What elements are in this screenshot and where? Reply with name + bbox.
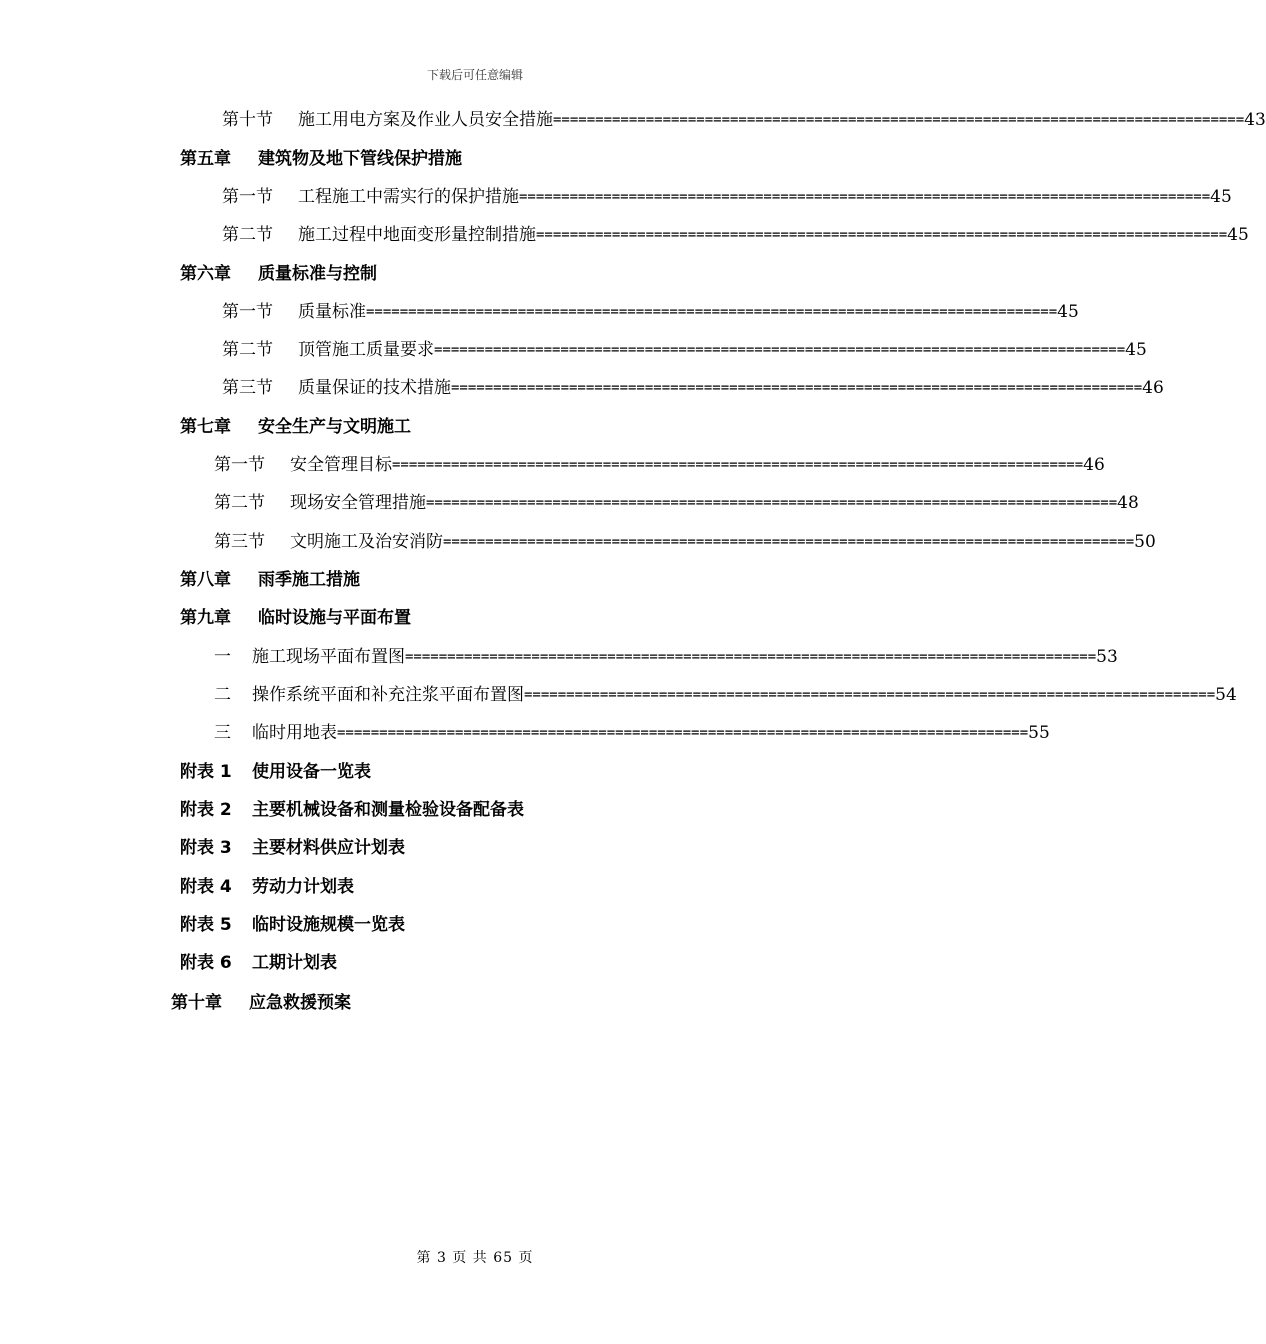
toc-section-entry[interactable] [214,720,1050,746]
toc-appendix-entry[interactable] [180,950,337,976]
page-number: 43 [1244,110,1266,130]
leader-dots: ================================================================================== [426,495,1118,511]
toc-section-entry[interactable] [214,529,1156,555]
toc-section-entry[interactable] [222,184,1232,210]
chapter-title: 雨季施工措施 [258,570,360,590]
leader-dots: ================================================================================== [524,687,1216,703]
page-number: 54 [1215,685,1237,705]
page-number: 45 [1210,187,1232,207]
section-title: 文明施工及治安消防 [290,532,443,552]
appendix-title: 主要机械设备和测量检验设备配备表 [252,800,524,820]
toc-section-entry[interactable] [214,452,1105,478]
toc-chapter-entry[interactable] [180,567,360,593]
section-title: 现场安全管理措施 [290,493,426,513]
toc-appendix-entry[interactable] [180,912,405,938]
toc-chapter-entry[interactable] [180,261,377,287]
page-number: 45 [1057,302,1079,322]
toc-chapter-entry[interactable] [171,990,351,1016]
section-number: 第二节 [222,340,273,360]
appendix-title: 使用设备一览表 [252,762,371,782]
section-number: 第一节 [222,302,273,322]
section-number: 第一节 [222,187,273,207]
section-title: 质量保证的技术措施 [298,378,451,398]
section-number: 第三节 [214,532,265,552]
leader-dots: ================================================================================== [405,649,1097,665]
chapter-number: 第六章 [180,264,231,284]
section-number: 二 [214,685,231,705]
section-title: 顶管施工质量要求 [298,340,434,360]
section-number: 第二节 [214,493,265,513]
section-title: 临时用地表 [252,723,337,743]
toc-section-entry[interactable] [214,490,1139,516]
leader-dots: ================================================================================== [434,342,1126,358]
section-title: 施工过程中地面变形量控制措施 [298,225,536,245]
toc-section-entry[interactable] [222,107,1266,133]
toc-appendix-entry[interactable] [180,797,524,823]
chapter-number: 第十章 [171,993,222,1013]
chapter-number: 第九章 [180,608,231,628]
section-number: 第一节 [214,455,265,475]
leader-dots: ================================================================================== [392,457,1084,473]
toc-chapter-entry[interactable] [180,605,411,631]
toc-appendix-entry[interactable] [180,835,405,861]
chapter-title: 质量标准与控制 [258,264,377,284]
page-number: 45 [1227,225,1249,245]
appendix-number: 附表 6 [180,953,232,973]
section-title: 质量标准 [298,302,366,322]
toc-section-entry[interactable] [222,337,1147,363]
toc-appendix-entry[interactable] [180,874,354,900]
page-number: 55 [1028,723,1050,743]
page-number: 53 [1096,647,1118,667]
chapter-title: 安全生产与文明施工 [258,417,411,437]
page-header: 下载后可任意编辑 [426,68,523,82]
leader-dots: ================================================================================== [519,189,1211,205]
leader-dots: ================================================================================== [443,534,1135,550]
section-number: 第十节 [222,110,273,130]
chapter-title: 建筑物及地下管线保护措施 [258,149,462,169]
section-number: 第三节 [222,378,273,398]
section-number: 一 [214,647,231,667]
page-number: 48 [1117,493,1139,513]
chapter-title: 临时设施与平面布置 [258,608,411,628]
toc-section-entry[interactable] [222,222,1249,248]
appendix-number: 附表 3 [180,838,232,858]
appendix-title: 临时设施规模一览表 [252,915,405,935]
leader-dots: ================================================================================== [451,380,1143,396]
appendix-number: 附表 1 [180,762,232,782]
chapter-title: 应急救援预案 [249,993,351,1013]
leader-dots: ================================================================================== [337,725,1029,741]
toc-section-entry[interactable] [222,299,1079,325]
toc-section-entry[interactable] [214,644,1118,670]
toc-chapter-entry[interactable] [180,146,462,172]
section-title: 安全管理目标 [290,455,392,475]
appendix-number: 附表 2 [180,800,232,820]
appendix-title: 主要材料供应计划表 [252,838,405,858]
chapter-number: 第五章 [180,149,231,169]
section-number: 第二节 [222,225,273,245]
appendix-title: 劳动力计划表 [252,877,354,897]
leader-dots: ================================================================================== [536,227,1228,243]
toc-section-entry[interactable] [214,682,1237,708]
section-title: 操作系统平面和补充注浆平面布置图 [252,685,524,705]
leader-dots: ================================================================================== [366,304,1058,320]
page-number: 50 [1134,532,1156,552]
section-title: 施工用电方案及作业人员安全措施 [298,110,553,130]
appendix-number: 附表 4 [180,877,232,897]
leader-dots: ================================================================================== [553,112,1245,128]
appendix-title: 工期计划表 [252,953,337,973]
toc-chapter-entry[interactable] [180,414,411,440]
appendix-number: 附表 5 [180,915,232,935]
section-title: 工程施工中需实行的保护措施 [298,187,519,207]
page-number: 45 [1125,340,1147,360]
page-footer: 第 3 页 共 65 页 [416,1250,534,1266]
chapter-number: 第八章 [180,570,231,590]
toc-appendix-entry[interactable] [180,759,371,785]
page-number: 46 [1083,455,1105,475]
chapter-number: 第七章 [180,417,231,437]
section-title: 施工现场平面布置图 [252,647,405,667]
section-number: 三 [214,723,231,743]
toc-section-entry[interactable] [222,375,1164,401]
page-number: 46 [1142,378,1164,398]
